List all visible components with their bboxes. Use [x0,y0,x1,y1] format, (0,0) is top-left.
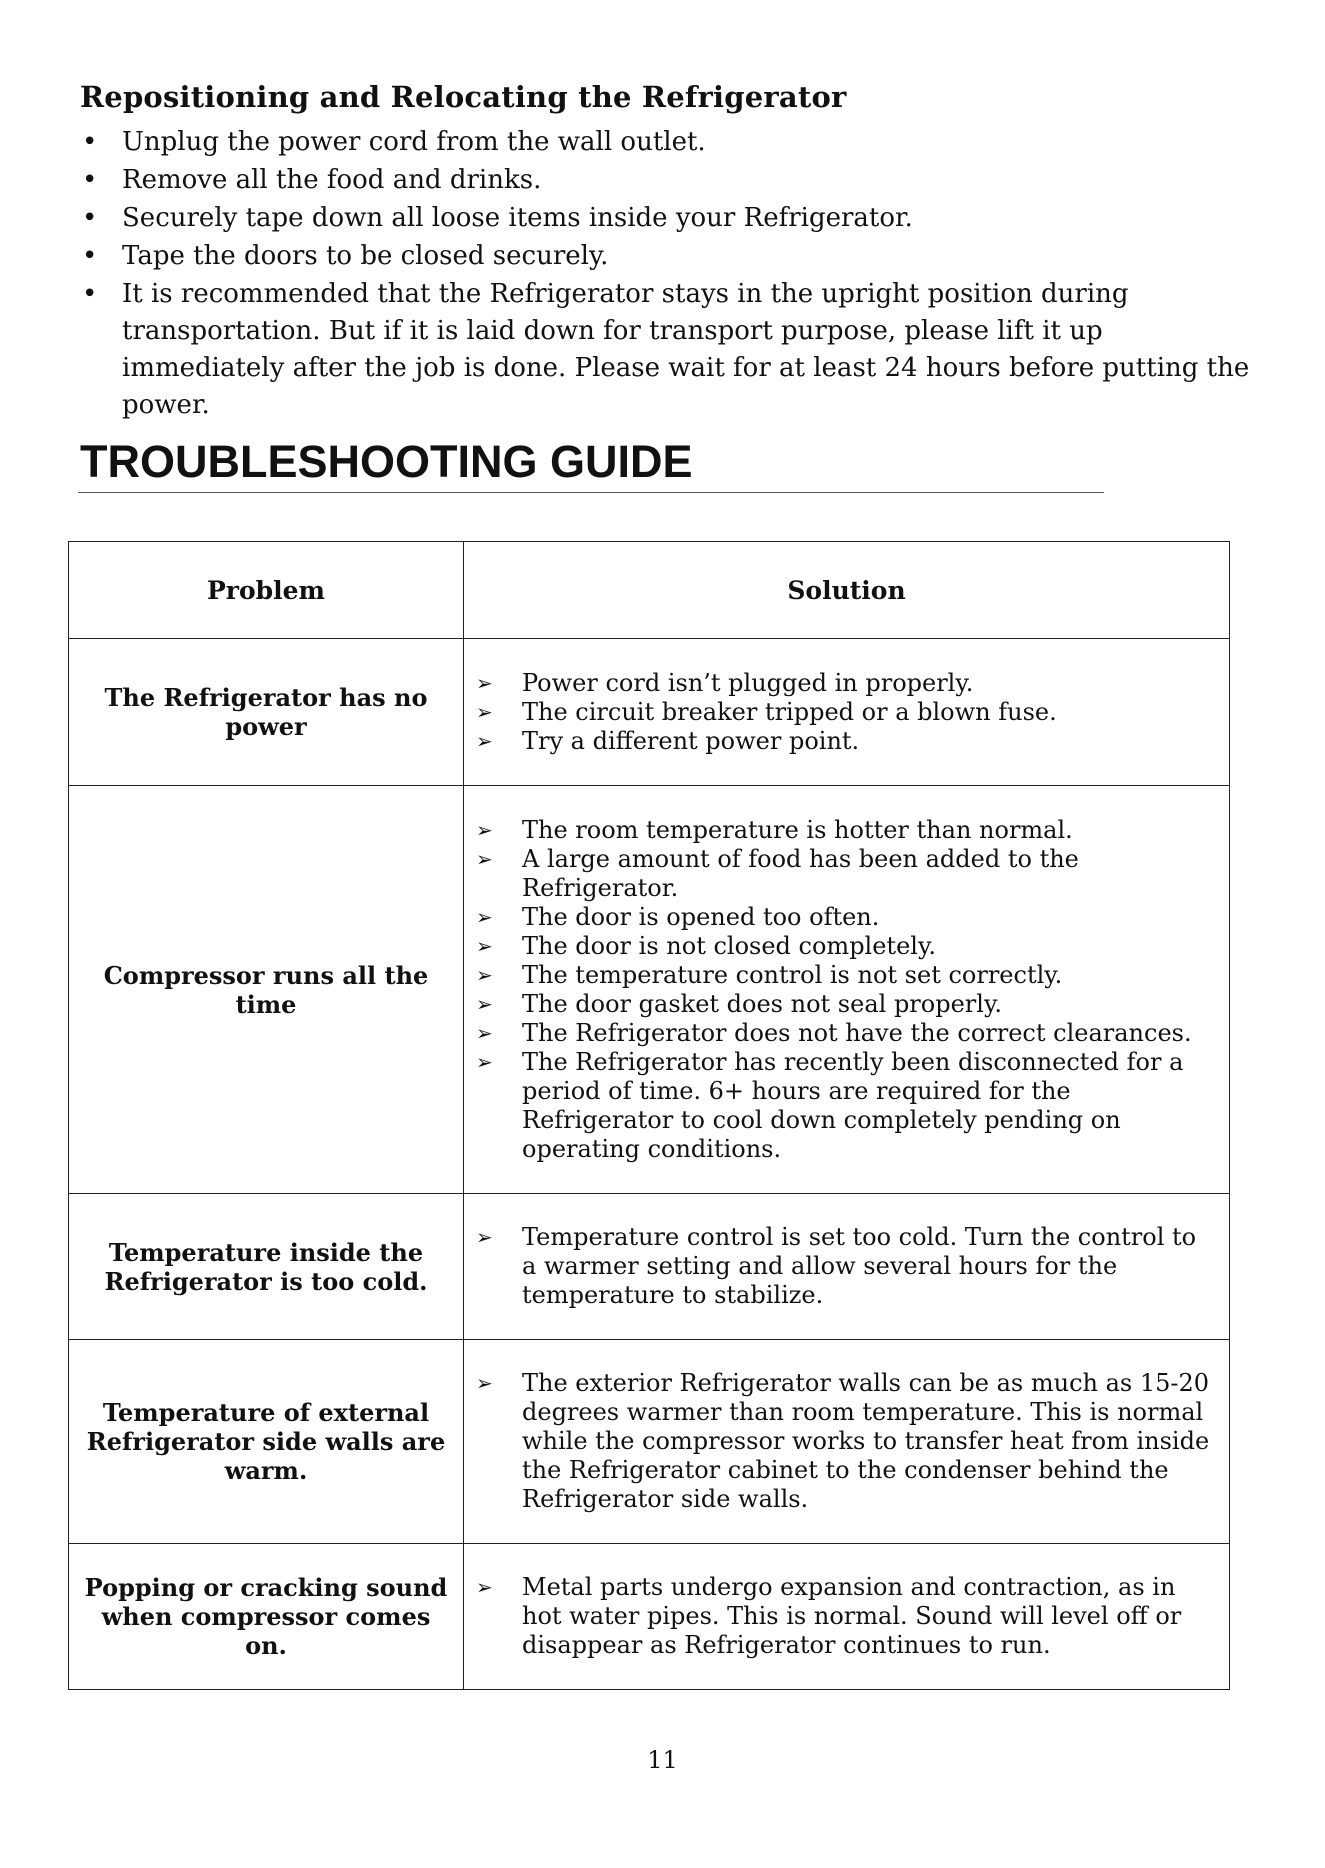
solution-item [476,845,1211,903]
title-underline [78,492,1104,493]
solution-text: Power cord isn’t plugged in properly. [522,668,974,697]
arrow-bullet-icon: ➢ [476,933,493,958]
solution-text: The temperature control is not set correctly. [522,960,1063,989]
solution-text: The exterior Refrigerator walls can be as much as 15-20 degrees warmer than room temperature. This is normal while the compressor works to transfer heat from inside the Refrigerator cabinet to the condenser behind the Refrigerator side walls. [522,1369,1210,1513]
solution-item [476,1048,1211,1164]
bullet-icon: • [82,279,98,309]
solution-item [476,1573,1211,1660]
solution-cell [464,639,1230,786]
solution-list [476,816,1211,1164]
solution-item [476,990,1211,1019]
solution-text: A large amount of food has been added to the Refrigerator. [522,844,1079,902]
problem-cell: Compressor runs all the time [69,786,464,1194]
solution-text: The door is opened too often. [522,902,880,931]
arrow-bullet-icon: ➢ [476,962,493,987]
list-item-text: Tape the doors to be closed securely. [122,241,609,271]
table-row [69,1544,1230,1690]
guide-title: TROUBLESHOOTING GUIDE [80,436,693,487]
solution-text: The circuit breaker tripped or a blown fuse. [522,697,1057,726]
problem-header: Problem [69,542,464,639]
solution-header: Solution [464,542,1230,639]
problem-cell: Temperature inside the Refrigerator is too cold. [69,1194,464,1340]
list-item-text: Remove all the food and drinks. [122,165,542,195]
list-item [80,162,1260,199]
list-item [80,200,1260,237]
solution-item [476,903,1211,932]
table-header-row [69,542,1230,639]
solution-cell [464,786,1230,1194]
solution-text: The Refrigerator does not have the correct clearances. [522,1018,1192,1047]
solution-list [476,1369,1211,1514]
relocation-steps-list [80,124,1260,425]
solution-text: The door gasket does not seal properly. [522,989,1002,1018]
arrow-bullet-icon: ➢ [476,1225,493,1249]
solution-text: The door is not closed completely. [522,931,936,960]
arrow-bullet-icon: ➢ [476,846,493,871]
section-heading: Repositioning and Relocating the Refrigerator [80,80,847,114]
solution-item [476,727,1211,756]
arrow-bullet-icon: ➢ [476,1020,493,1045]
table-row [69,639,1230,786]
solution-text: Try a different power point. [522,726,860,755]
arrow-bullet-icon: ➢ [476,1371,493,1395]
table-row [69,786,1230,1194]
solution-text: Temperature control is set too cold. Turn the control to a warmer setting and allow several hours for the temperature to stabilize. [522,1223,1197,1309]
table-row [69,1340,1230,1544]
solution-item [476,932,1211,961]
solution-text: Metal parts undergo expansion and contraction, as in hot water pipes. This is normal. Sound will level off or disappear as Refrigerator continues to run. [522,1573,1182,1659]
bullet-icon: • [82,203,98,233]
solution-text: The Refrigerator has recently been disconnected for a period of time. 6+ hours are required for the Refrigerator to cool down completely pending on operating conditions. [522,1047,1184,1163]
list-item [80,276,1260,424]
list-item-text: Securely tape down all loose items inside your Refrigerator. [122,203,913,233]
problem-cell: Popping or cracking sound when compressor comes on. [69,1544,464,1690]
table-row [69,1194,1230,1340]
arrow-bullet-icon: ➢ [476,670,493,695]
solution-item [476,1369,1211,1514]
bullet-icon: • [82,241,98,271]
list-item-text: It is recommended that the Refrigerator stays in the upright position during transportation. But if it is laid down for transport purpose, please lift it up immediately after the job is done. Please wait for at least 24 hours before putting the power. [122,279,1250,420]
solution-item [476,698,1211,727]
arrow-bullet-icon: ➢ [476,991,493,1016]
arrow-bullet-icon: ➢ [476,1049,493,1074]
solution-list [476,669,1211,756]
solution-cell [464,1544,1230,1690]
list-item-text: Unplug the power cord from the wall outlet. [122,127,706,157]
arrow-bullet-icon: ➢ [476,904,493,929]
arrow-bullet-icon: ➢ [476,1575,493,1599]
solution-item [476,1019,1211,1048]
page-number: 11 [647,1746,678,1774]
solution-text: The room temperature is hotter than normal. [522,815,1073,844]
solution-cell [464,1194,1230,1340]
solution-list [476,1223,1211,1310]
arrow-bullet-icon: ➢ [476,699,493,724]
solution-item [476,961,1211,990]
solution-list [476,1573,1211,1660]
bullet-icon: • [82,165,98,195]
problem-cell: Temperature of external Refrigerator side walls are warm. [69,1340,464,1544]
solution-item [476,816,1211,845]
solution-cell [464,1340,1230,1544]
troubleshooting-table [68,541,1230,1690]
arrow-bullet-icon: ➢ [476,817,493,842]
bullet-icon: • [82,127,98,157]
list-item [80,238,1260,275]
solution-item [476,1223,1211,1310]
arrow-bullet-icon: ➢ [476,728,493,753]
solution-item [476,669,1211,698]
list-item [80,124,1260,161]
problem-cell: The Refrigerator has no power [69,639,464,786]
